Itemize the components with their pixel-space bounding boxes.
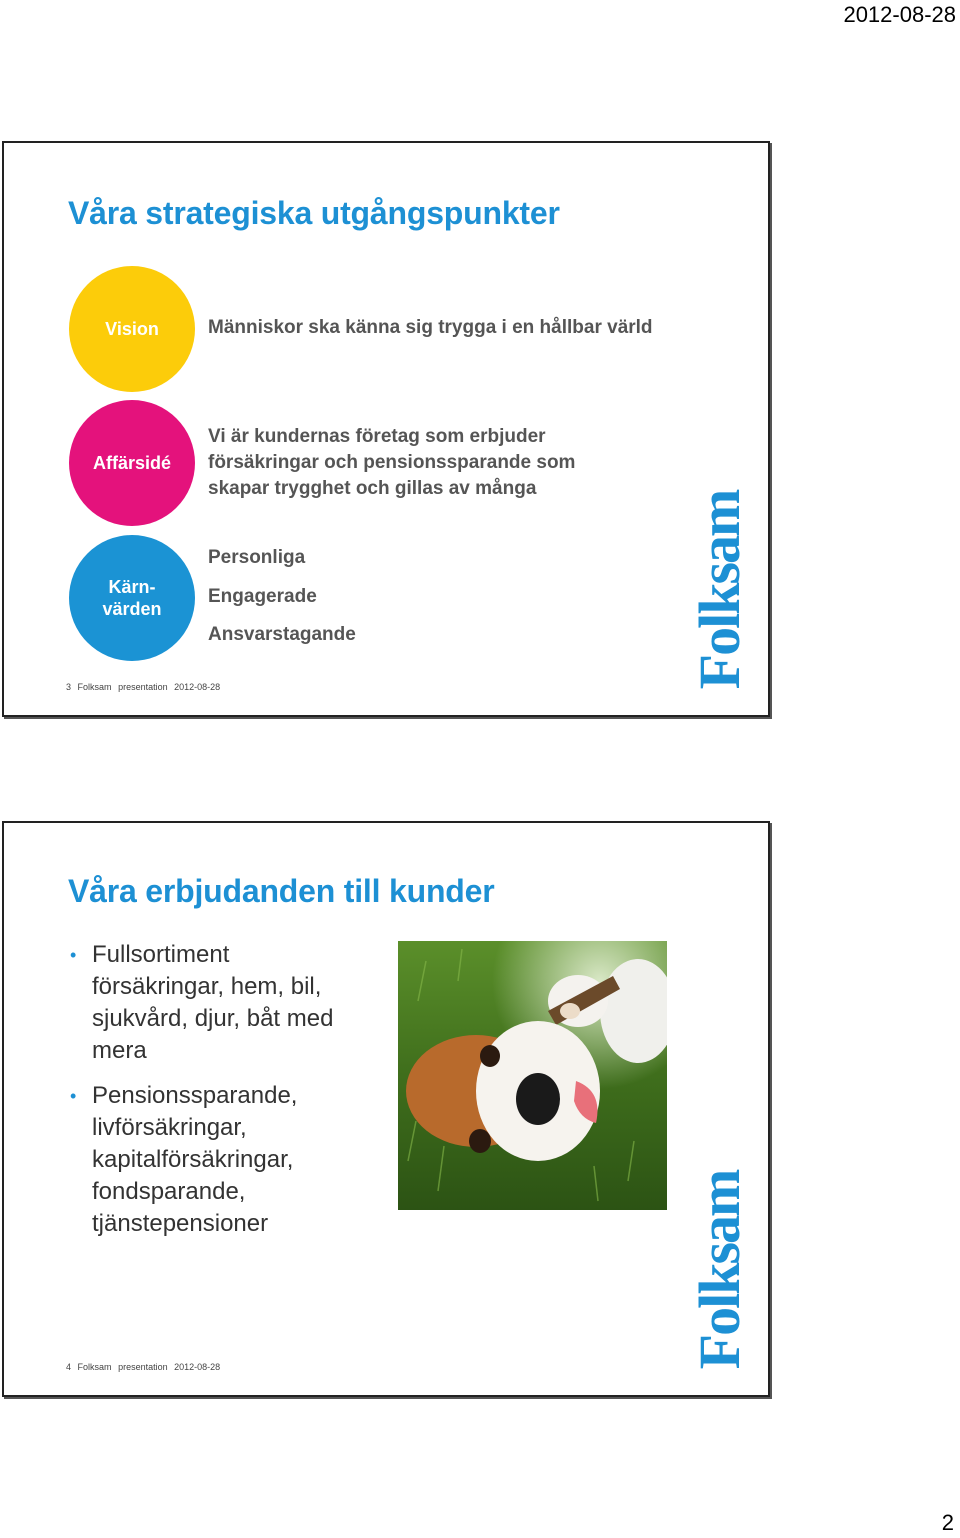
- folksam-logo: [687, 487, 752, 693]
- logo-text: Folksam: [687, 490, 752, 690]
- page-number: 2: [941, 1510, 954, 1535]
- core-value: Ansvarstagande: [208, 624, 356, 645]
- puppy-photo: [398, 941, 667, 1210]
- core-values-circle: [69, 535, 195, 661]
- slide-number: 3: [66, 682, 72, 692]
- footer-type: presentation: [118, 682, 168, 692]
- bullet-line: fondsparande,: [92, 1178, 246, 1205]
- footer-date: 2012-08-28: [174, 682, 221, 692]
- core-values-list: [208, 545, 356, 661]
- slide-title: Våra strategiska utgångspunkter: [68, 195, 560, 231]
- puppy-illustration: [398, 941, 667, 1210]
- vision-circle: [69, 266, 195, 392]
- bullet-line: Fullsortiment: [92, 941, 230, 968]
- logo-text: Folksam: [687, 1170, 752, 1370]
- bullet-icon: •: [70, 945, 77, 965]
- business-idea-statement: [208, 424, 648, 502]
- footer-date: 2012-08-28: [174, 1362, 221, 1372]
- vision-statement: Människor ska känna sig trygga i en hållbar värld: [208, 317, 653, 338]
- business-idea-line: Vi är kundernas företag som erbjuder: [208, 426, 546, 447]
- business-idea-label: Affärsidé: [92, 453, 172, 473]
- folksam-logo: [687, 1167, 752, 1373]
- slide-strategic-points: [2, 141, 770, 717]
- vision-label: Vision: [105, 319, 159, 339]
- business-idea-circle: [69, 400, 195, 526]
- bullet-line: sjukvård, djur, båt med: [92, 1005, 334, 1032]
- list-item: [68, 939, 368, 1067]
- business-idea-line: skapar trygghet och gillas av många: [208, 478, 537, 499]
- core-value: Personliga: [208, 547, 306, 568]
- bullet-line: mera: [92, 1037, 147, 1064]
- bullet-line: Pensionssparande,: [92, 1082, 298, 1109]
- business-idea-line: försäkringar och pensionssparande som: [208, 452, 576, 473]
- bullet-line: kapitalförsäkringar,: [92, 1146, 294, 1173]
- slide-footer: [66, 1362, 224, 1372]
- list-item: [68, 1080, 368, 1240]
- slide-title: Våra erbjudanden till kunder: [68, 873, 495, 909]
- bullet-line: försäkringar, hem, bil,: [92, 973, 322, 1000]
- footer-brand: Folksam: [77, 1362, 112, 1372]
- footer-brand: Folksam: [77, 682, 112, 692]
- footer-type: presentation: [118, 1362, 168, 1372]
- core-values-label-line: Kärn-: [108, 577, 156, 597]
- offerings-list: [68, 939, 368, 1253]
- slide-customer-offerings: [2, 821, 770, 1397]
- bullet-line: livförsäkringar,: [92, 1114, 247, 1141]
- bullet-icon: •: [70, 1086, 77, 1106]
- core-values-label-line: värden: [102, 599, 162, 619]
- slide-number: 4: [66, 1362, 72, 1372]
- core-value: Engagerade: [208, 585, 317, 607]
- page-date: 2012-08-28: [843, 2, 956, 27]
- bullet-line: tjänstepensioner: [92, 1210, 269, 1237]
- slide-footer: [66, 682, 224, 692]
